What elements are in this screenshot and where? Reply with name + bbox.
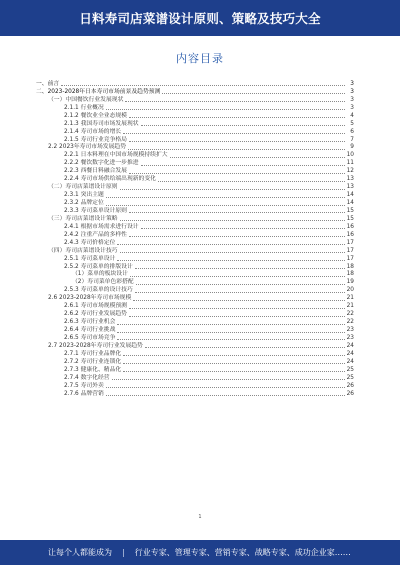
toc-entry-label: 2.6.2 寿司行业发展趋势	[64, 311, 127, 318]
toc-entry-page: 18	[346, 263, 354, 270]
toc-entry[interactable]	[36, 374, 354, 382]
toc-leader-dots	[112, 378, 345, 380]
toc-entry-label: （1）菜单的板块设计	[72, 271, 128, 278]
toc-entry[interactable]	[36, 358, 354, 366]
toc-entry-page: 9	[350, 144, 354, 151]
toc-entry[interactable]	[36, 318, 354, 326]
toc-entry[interactable]	[36, 167, 354, 175]
toc-leader-dots	[117, 259, 344, 261]
toc-entry-label: （四）寿司店菜谱设计技巧	[48, 247, 118, 254]
toc-entry[interactable]	[36, 302, 354, 310]
toc-entry-label: 2.5.2 寿司菜单的排版设计	[64, 263, 133, 270]
toc-entry-label: 2.2.2 餐饮数字化进一步推进	[64, 160, 139, 167]
toc-entry-page: 4	[350, 112, 354, 119]
toc-entry-label: 2.6.5 寿司市场竞争	[64, 334, 116, 341]
toc-leader-dots	[145, 346, 345, 348]
toc-entry[interactable]	[36, 334, 354, 342]
toc-entry-page: 3	[350, 104, 354, 111]
toc-entry-label: 2.4.2 注重产品的多样性	[64, 231, 127, 238]
toc-entry-label: （2）寿司菜单色彩搭配	[72, 279, 134, 286]
toc-entry-page: 17	[346, 239, 354, 246]
toc-entry[interactable]	[36, 175, 354, 183]
toc-entry-label: 2.2.1 日本料理在中国市场规模持续扩大	[64, 152, 168, 159]
toc-entry-label: 2.1.2 餐饮业全业态规模	[64, 112, 127, 119]
toc-entry-page: 22	[346, 319, 354, 326]
toc-leader-dots	[61, 84, 345, 86]
toc-leader-dots	[117, 338, 344, 340]
toc-entry-label: 2.6 2023-2028年寿司市场规模	[48, 295, 132, 302]
toc-leader-dots	[128, 148, 345, 150]
toc-leader-dots	[117, 323, 344, 325]
toc-entry[interactable]	[36, 112, 354, 120]
toc-entry[interactable]	[36, 144, 354, 152]
toc-entry-page: 24	[346, 342, 354, 349]
toc-entry-page: 25	[346, 374, 354, 381]
toc-entry-label: 2.7 2023-2028年寿司行业发展趋势	[48, 342, 143, 349]
toc-entry[interactable]	[36, 350, 354, 358]
toc-entry[interactable]	[36, 263, 354, 271]
footer-slogan-left: 让每个人都能成为	[48, 548, 112, 557]
toc-entry-label: 2.7.5 寿司外卖	[64, 382, 104, 389]
toc-entry-page: 3	[350, 80, 354, 87]
toc-entry-page: 15	[346, 215, 354, 222]
toc-entry[interactable]	[36, 390, 354, 398]
toc-entry-label: （一）中国餐饮行业发展现状	[48, 96, 124, 103]
toc-leader-dots	[120, 219, 345, 221]
toc-entry-label: 2.6.1 寿司市场规模预测	[64, 303, 127, 310]
toc-leader-dots	[141, 124, 345, 126]
toc-entry-label: 2.1.4 寿司市场的增长	[64, 128, 122, 135]
toc-entry-page: 3	[350, 88, 354, 95]
toc-leader-dots	[129, 315, 345, 317]
toc-entry-page: 12	[346, 168, 354, 175]
toc-entry[interactable]	[36, 231, 354, 239]
toc-leader-dots	[106, 386, 345, 388]
toc-entry[interactable]	[36, 278, 354, 286]
toc-leader-dots	[117, 243, 344, 245]
toc-leader-dots	[129, 307, 345, 309]
toc-entry[interactable]	[36, 120, 354, 128]
page-number: 1	[198, 514, 202, 520]
toc-entry-label: 2.6.3 寿司行业机会	[64, 319, 116, 326]
toc-leader-dots	[123, 132, 345, 134]
toc-entry-label: 二、2023-2028年日本寿司市场前景及趋势预测	[36, 88, 161, 95]
toc-entry-label: 2.1.1 行业概况	[64, 104, 104, 111]
toc-leader-dots	[106, 394, 345, 396]
header-banner	[0, 0, 400, 36]
toc-leader-dots	[123, 362, 344, 364]
toc-entry-label: 2.5.1 寿司菜单设计	[64, 255, 116, 262]
toc-entry[interactable]	[36, 207, 354, 215]
toc-entry-page: 14	[346, 200, 354, 206]
toc-leader-dots	[170, 156, 345, 158]
toc-entry-label: 2.1.3 我国寿司市场发展现状	[64, 120, 139, 127]
toc-entry[interactable]	[36, 342, 354, 350]
toc-entry[interactable]	[36, 191, 354, 199]
toc-entry[interactable]	[36, 215, 354, 223]
toc-entry[interactable]	[36, 128, 354, 136]
toc-leader-dots	[130, 275, 345, 277]
toc-leader-dots	[125, 100, 345, 102]
toc-entry-page: 20	[346, 287, 354, 294]
toc-entry-page: 21	[346, 295, 354, 302]
toc-entry[interactable]	[36, 366, 354, 374]
toc-entry-label: 2.5.3 寿司菜单的设计技巧	[64, 287, 133, 294]
toc-entry-label: （二）寿司店菜谱设计原则	[48, 184, 118, 191]
toc-entry-page: 5	[350, 120, 354, 127]
table-of-contents	[36, 80, 354, 518]
toc-leader-dots	[129, 211, 345, 213]
footer-slogan-right: 行业专家、管理专家、营销专家、战略专家、成功企业家……	[134, 548, 351, 557]
toc-entry-page: 24	[346, 350, 354, 357]
toc-entry-page: 13	[346, 176, 354, 183]
toc-entry-label: 2.7.6 品牌营销	[64, 390, 104, 397]
toc-heading: 内容目录	[176, 52, 224, 65]
toc-entry-page: 22	[346, 311, 354, 318]
toc-leader-dots	[136, 283, 345, 285]
toc-entry-label: 2.3.2 品牌定位	[64, 200, 104, 206]
toc-entry[interactable]	[36, 382, 354, 390]
toc-entry-label: 2.6.4 寿司行业挑战	[64, 327, 116, 333]
toc-entry-label: 2.4.1 根据市场需求进行设计	[64, 223, 139, 230]
toc-entry-label: 2.2.3 西餐日料融合发展	[64, 168, 127, 175]
toc-leader-dots	[135, 291, 345, 293]
toc-entry-label: 2.7.4 数字化经营	[64, 374, 110, 381]
toc-entry-page: 15	[346, 207, 354, 214]
toc-entry-page: 21	[346, 303, 354, 310]
toc-leader-dots	[162, 92, 345, 94]
toc-entry[interactable]	[36, 80, 354, 88]
toc-entry-page: 23	[346, 334, 354, 341]
toc-leader-dots	[133, 299, 344, 301]
toc-entry-page: 6	[350, 128, 354, 135]
toc-entry-label: 2.7.1 寿司行业品牌化	[64, 350, 122, 357]
toc-entry-label: 2.1.5 寿司行业竞争格局	[64, 136, 127, 143]
toc-entry[interactable]	[36, 104, 354, 112]
toc-entry[interactable]	[36, 247, 354, 255]
toc-entry-page: 17	[346, 255, 354, 262]
toc-entry-label: 2.2.4 寿司市场供给端出现新的变化	[64, 176, 156, 183]
toc-entry[interactable]	[36, 223, 354, 231]
toc-entry-page: 7	[350, 136, 354, 143]
toc-entry[interactable]	[36, 310, 354, 318]
toc-entry-page: 26	[346, 382, 354, 389]
toc-entry-page: 26	[346, 390, 354, 397]
toc-entry[interactable]	[36, 255, 354, 263]
toc-leader-dots	[129, 172, 345, 174]
toc-entry-page: 18	[346, 271, 354, 278]
toc-leader-dots	[106, 108, 345, 110]
toc-entry[interactable]	[36, 326, 354, 334]
toc-entry-label: 一、前言	[36, 80, 60, 87]
toc-entry-page: 17	[346, 247, 354, 254]
toc-leader-dots	[129, 116, 345, 118]
document-title: 日料寿司店菜谱设计原则、策略及技巧大全	[79, 11, 321, 26]
footer-banner	[0, 540, 400, 565]
toc-entry-page: 10	[346, 152, 354, 159]
toc-entry-page: 24	[346, 358, 354, 365]
toc-entry-page: 13	[346, 184, 354, 191]
toc-leader-dots	[120, 251, 345, 253]
toc-entry-page: 16	[346, 231, 354, 238]
toc-leader-dots	[106, 196, 345, 198]
toc-entry-page: 3	[350, 96, 354, 103]
toc-entry[interactable]	[36, 294, 354, 302]
toc-entry[interactable]	[36, 136, 354, 144]
toc-entry-label: 2.4.3 寿司价格定位	[64, 239, 116, 246]
toc-entry[interactable]	[36, 239, 354, 247]
toc-entry[interactable]	[36, 151, 354, 159]
toc-entry-label: 2.2 2023年寿司市场发展趋势	[48, 144, 126, 151]
toc-leader-dots	[129, 235, 345, 237]
toc-leader-dots	[123, 354, 344, 356]
toc-leader-dots	[135, 267, 345, 269]
toc-entry-label: （三）寿司店菜谱设计策略	[48, 215, 118, 222]
toc-entry-label: 2.3.3 寿司菜单设计原则	[64, 207, 127, 214]
toc-entry-label: 2.3.1 突出主题	[64, 192, 104, 199]
toc-leader-dots	[129, 140, 345, 142]
toc-entry[interactable]	[36, 88, 354, 96]
toc-entry-page: 25	[346, 366, 354, 373]
toc-leader-dots	[120, 188, 345, 190]
toc-entry[interactable]	[36, 199, 354, 207]
toc-leader-dots	[158, 180, 345, 182]
toc-entry-page: 11	[346, 160, 354, 167]
toc-entry[interactable]	[36, 96, 354, 104]
toc-leader-dots	[141, 227, 345, 229]
toc-leader-dots	[141, 164, 345, 166]
toc-leader-dots	[106, 204, 345, 206]
toc-entry[interactable]	[36, 271, 354, 279]
footer-separator: |	[122, 548, 125, 557]
toc-entry[interactable]	[36, 286, 354, 294]
toc-entry-label: 2.7.3 健康化、精品化	[64, 366, 122, 373]
toc-entry-page: 23	[346, 327, 354, 333]
toc-leader-dots	[117, 331, 344, 333]
toc-entry[interactable]	[36, 183, 354, 191]
toc-entry-page: 14	[346, 192, 354, 199]
toc-entry-label: 2.7.2 寿司行业连锁化	[64, 358, 122, 365]
toc-entry-page: 19	[346, 279, 354, 286]
toc-leader-dots	[123, 370, 344, 372]
toc-entry-page: 16	[346, 223, 354, 230]
toc-entry[interactable]	[36, 159, 354, 167]
